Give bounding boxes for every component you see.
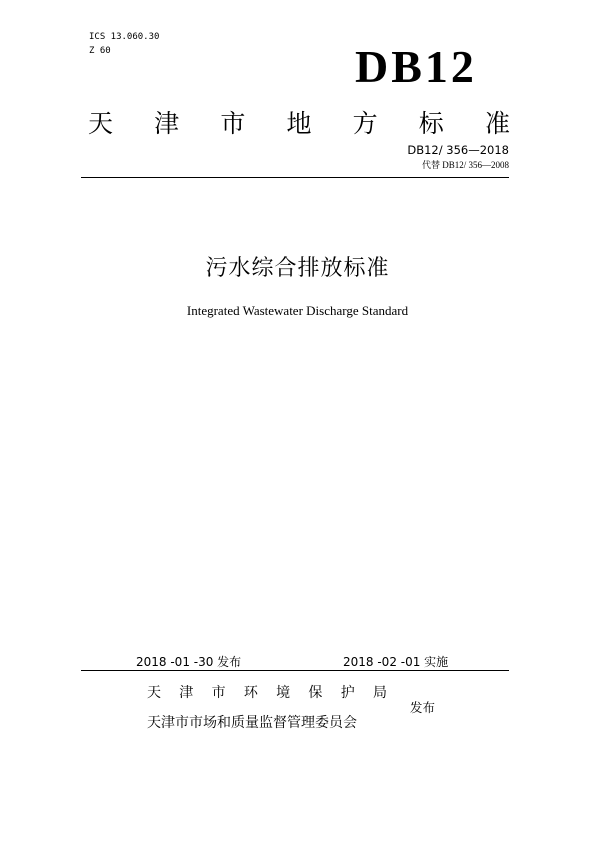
region-title-char: 准 <box>484 109 510 138</box>
authority-char: 境 <box>276 685 291 701</box>
region-title-char: 方 <box>352 109 378 138</box>
document-title-english: Integrated Wastewater Discharge Standard <box>186 303 409 318</box>
standard-number: DB12/ 356—2018 <box>407 143 509 157</box>
document-title-chinese: 污水综合排放标准 <box>205 256 390 281</box>
region-title-char: 市 <box>220 109 246 138</box>
implementation-date: 2018 -02 -01 实施 <box>343 655 449 669</box>
authority-char: 护 <box>340 685 355 701</box>
authority-char: 津 <box>179 685 194 701</box>
authority-char: 保 <box>308 685 323 701</box>
region-title-char: 天 <box>88 109 114 138</box>
standard-mark: DB12 <box>355 41 477 92</box>
authority-char: 局 <box>372 685 387 701</box>
region-title-char: 津 <box>154 109 180 138</box>
issue-date: 2018 -01 -30 发布 <box>136 655 242 669</box>
header-divider <box>81 177 509 178</box>
authority-char: 市 <box>211 685 226 701</box>
region-title-char: 地 <box>286 109 312 138</box>
region-title-char: 标 <box>418 109 444 138</box>
issuing-authority-market: 天津市市场和质量监督管理委员会 <box>147 715 357 731</box>
region-standard-title <box>88 104 510 138</box>
replaces-standard: 代替 DB12/ 356—2008 <box>421 160 509 170</box>
issuing-authority-environment <box>147 682 387 702</box>
ics-code: ICS 13.060.30 <box>89 32 160 42</box>
authority-char: 天 <box>147 685 161 701</box>
ccs-code: Z 60 <box>89 46 111 56</box>
publish-label: 发布 <box>410 700 436 715</box>
footer-divider <box>81 670 509 671</box>
authority-char: 环 <box>243 685 258 701</box>
